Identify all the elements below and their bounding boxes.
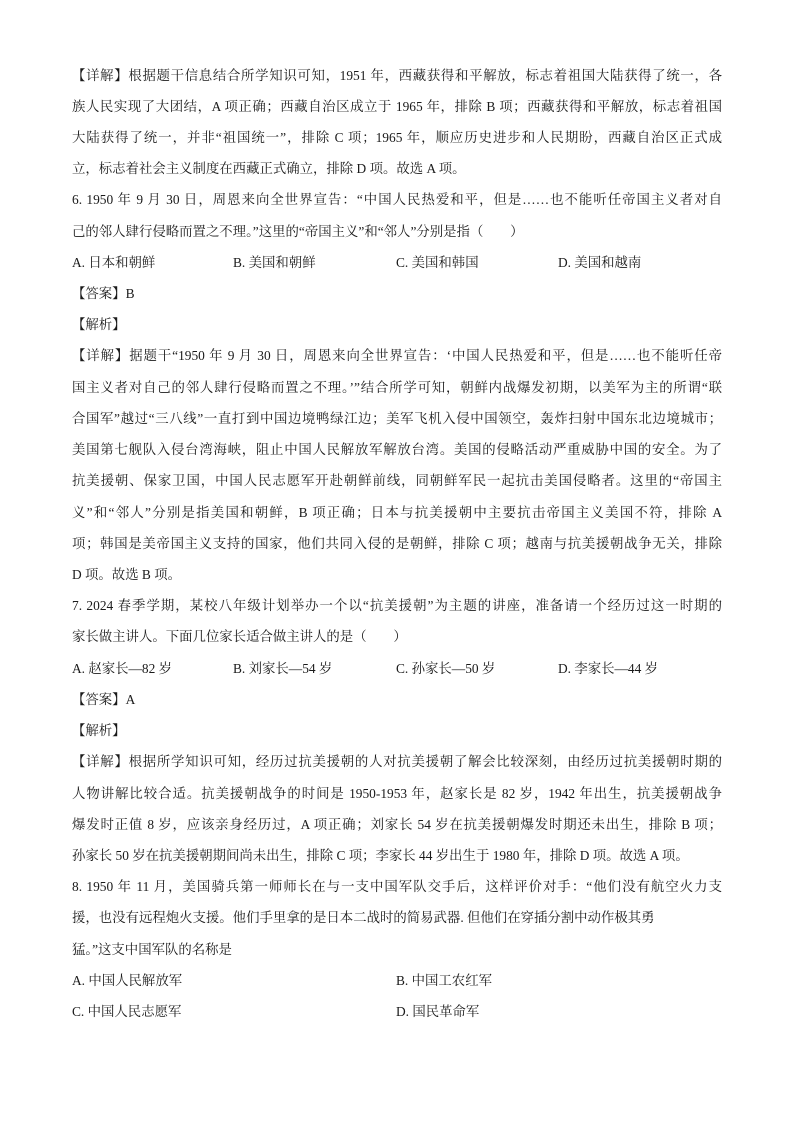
answer-line (72, 278, 722, 309)
text-line: 【详解】根据所学知识可知，经历过抗美援朝的人对抗美援朝了解会比较深刻，由经历过抗美援朝时期的 (72, 754, 722, 770)
answer-value: A (125, 691, 136, 707)
question-stem-line: 猛。”这支中国军队的名称是 (72, 941, 232, 957)
option-b: B. 中国工农红军 (396, 972, 492, 988)
text-line: 立，标志着社会主义制度在西藏正式确立，排除 D 项。故选 A 项。 (72, 161, 466, 177)
option-b: B. 刘家长—54 岁 (233, 660, 333, 676)
option-b: B. 美国和朝鲜 (233, 254, 316, 270)
page-content (72, 60, 722, 1028)
option-d: D. 美国和越南 (558, 254, 642, 270)
question-stem-line: 己的邻人肆行侵略而置之不理。”这里的“帝国主义”和“邻人”分别是指（ ） (72, 223, 524, 239)
question-stem-line: 家长做主讲人。下面几位家长适合做主讲人的是（ ） (72, 629, 407, 645)
text-line: D 项。故选 B 项。 (72, 567, 181, 582)
q5-explanation (72, 60, 722, 185)
options-row (72, 653, 722, 684)
option-a: A. 日本和朝鲜 (72, 254, 156, 270)
answer-value: B (125, 286, 135, 302)
answer-label: 【答案】 (72, 691, 126, 707)
text-line: 大陆获得了统一，并非“祖国统一”，排除 C 项；1965 年，顺应历史进步和人民期盼，西藏自治区正式成 (72, 129, 722, 145)
options-row (72, 965, 722, 996)
answer-label: 【答案】 (72, 286, 126, 302)
text-line: 人物讲解比较合适。抗美援朝战争的时间是 1950-1953 年，赵家长是 82 岁，1942 年出生，抗美援朝战争 (72, 785, 722, 801)
text-line: 美国第七舰队入侵台湾海峡，阻止中国人民解放军解放台湾。美国的侵略活动严重威胁中国的安全。为了 (72, 442, 722, 458)
question-stem-line: 6. 1950 年 9 月 30 日，周恩来向全世界宣告：“中国人民热爱和平，但是……也不能听任帝国主义者对自 (72, 192, 722, 208)
analysis-label: 【解析】 (72, 317, 126, 333)
question-stem-line: 7. 2024 春季学期，某校八年级计划举办一个以“抗美援朝”为主题的讲座，准备请一个经历过这一时期的 (72, 598, 722, 614)
options-row (72, 996, 722, 1027)
option-c: C. 中国人民志愿军 (72, 1004, 182, 1020)
option-d: D. 国民革命军 (396, 1004, 480, 1020)
option-c: C. 孙家长—50 岁 (396, 660, 496, 676)
option-c: C. 美国和韩国 (396, 254, 479, 270)
text-line: 【详解】根据题干信息结合所学知识可知，1951 年，西藏获得和平解放，标志着祖国大陆获得了统一，各 (72, 67, 722, 83)
option-d: D. 李家长—44 岁 (558, 660, 659, 676)
options-row (72, 247, 722, 278)
option-a: A. 中国人民解放军 (72, 972, 183, 988)
question-stem-line: 援，也没有远程炮火支援。他们手里拿的是日本二战时的简易武器. 但他们在穿插分割中动作极其勇 (72, 910, 655, 926)
text-line: 爆发时正值 8 岁，应该亲身经历过，A 项正确；刘家长 54 岁在抗美援朝爆发时期还未出生，排除 B 项； (72, 816, 722, 832)
text-line: 国主义者对自己的邻人肆行侵略而置之不理。’”结合所学可知，朝鲜内战爆发初期，以美军为主的所谓“联 (72, 379, 722, 395)
analysis-label: 【解析】 (72, 723, 126, 739)
text-line: 抗美援朝、保家卫国，中国人民志愿军开赴朝鲜前线，同朝鲜军民一起抗击美国侵略者。这里的“帝国主 (72, 473, 722, 489)
question-stem-line: 8. 1950 年 11 月，美国骑兵第一师师长在与一支中国军队交手后，这样评价对手：“他们没有航空火力支 (72, 879, 722, 895)
text-line: 合国军”越过“三八线”一直打到中国边境鸭绿江边；美军飞机入侵中国领空，轰炸扫射中国东北边境城市； (72, 410, 722, 426)
text-line: 项；韩国是美帝国主义支持的国家，他们共同入侵的是朝鲜，排除 C 项；越南与抗美援朝战争无关，排除 (72, 535, 722, 551)
text-line: 【详解】据题干“1950 年 9 月 30 日，周恩来向全世界宣告：‘中国人民热爱和平，但是……也不能听任帝 (72, 348, 722, 364)
question-6 (72, 184, 722, 590)
option-a: A. 赵家长—82 岁 (72, 660, 173, 676)
text-line: 义”和“邻人”分别是指美国和朝鲜，B 项正确；日本与抗美援朝中主要抗击帝国主义美国不符，排除 A (72, 504, 722, 520)
text-line: 族人民实现了大团结，A 项正确；西藏自治区成立于 1965 年，排除 B 项；西藏获得和平解放，标志着祖国 (72, 98, 722, 114)
question-7 (72, 590, 722, 871)
text-line: 孙家长 50 岁在抗美援朝期间尚未出生，排除 C 项；李家长 44 岁出生于 1980 年，排除 D 项。故选 A 项。 (72, 847, 689, 863)
question-8 (72, 871, 722, 1027)
answer-line (72, 684, 722, 715)
